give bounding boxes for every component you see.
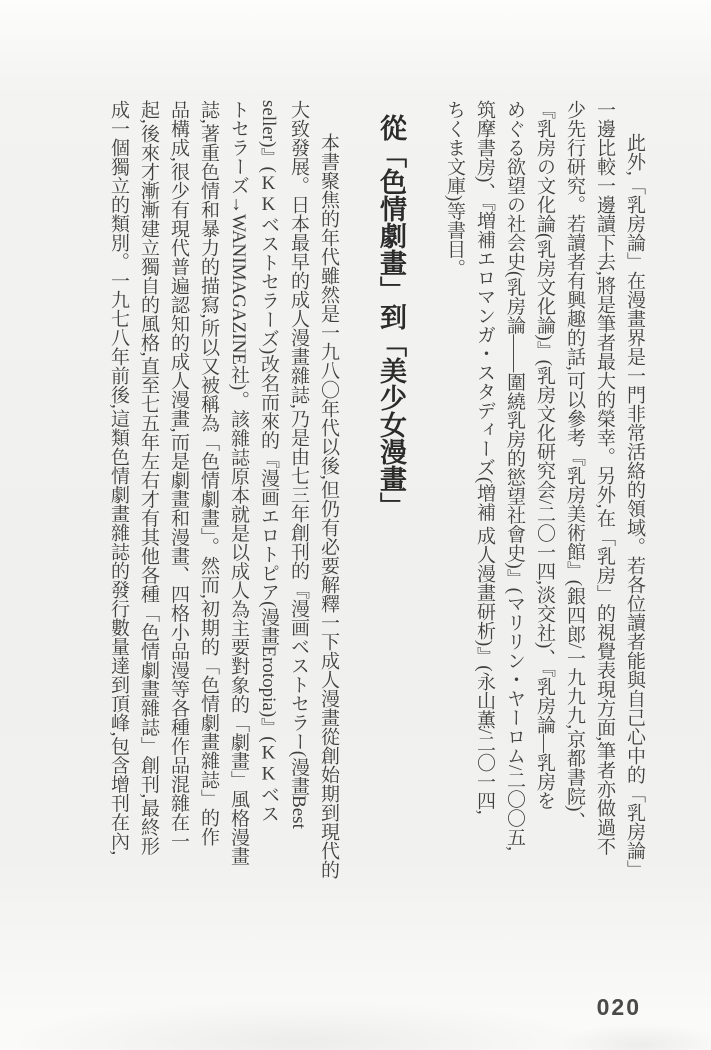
text-run: 本書聚焦的年代雖然是一九八〇年代以後,但仍有必要解釋一下成人漫畫從創始期到現代的 (318, 133, 339, 879)
text-run: seller)』( (258, 100, 279, 173)
text-run: ベストセラーズ)改名而來的『漫画エロトピア(漫畫Erotopia)』( (258, 214, 279, 743)
section-heading: 從「色情劇畫」到「美少女漫畫」 (376, 114, 406, 519)
text-column (619, 100, 649, 902)
page-number: 020 (596, 994, 641, 1020)
text-column (103, 100, 133, 902)
text-run: 『乳房の文化論(乳房文化論)』(乳房文化研究会/二〇一四,淡交社)、『乳房論—乳房を (534, 100, 555, 810)
text-column (193, 100, 223, 902)
text-run: 此外,「乳房論」在漫畫界是一門非常活絡的領域。若各位讀者能與自己心中的「乳房論」 (624, 133, 645, 879)
text-column (469, 100, 499, 902)
upright-latin-run: KK (258, 742, 279, 785)
vertical-text-block (103, 100, 649, 902)
text-column (559, 100, 589, 902)
text-run: 少先行研究。若讀者有興趣的話,可以參考『乳房美術館』(銀四郎/一九九九,京都書院)、 (564, 100, 585, 831)
text-run: めぐる欲望の社会史(乳房論——圍繞乳房的慾望社會史)』(マリリン・ヤーロム/二〇〇五, (504, 100, 525, 852)
text-column (223, 100, 253, 902)
text-column (313, 100, 343, 902)
text-run: ちくま文庫)等書目。 (444, 100, 465, 278)
text-column (589, 100, 619, 902)
text-column (163, 100, 193, 902)
text-run: 品構成,很少有現代普遍認知的成人漫畫,而是劇畫和漫畫、四格小品漫等各種作品混雜在一 (168, 100, 189, 851)
text-run: 筑摩書房)、『増補エロマンガ・スタディーズ(増補 成人漫畫研析)』(永山薫/二〇一四, (474, 100, 495, 815)
upright-latin-run: KK (258, 172, 279, 215)
text-run: 誌,著重色情和暴力的描寫,所以又被稱為「色情劇畫」。然而,初期的「色情劇畫雜誌」的作 (198, 100, 219, 846)
text-column (283, 100, 313, 902)
section-body (103, 100, 343, 902)
text-run: ベス (258, 784, 279, 823)
text-column (499, 100, 529, 902)
text-column (439, 100, 469, 902)
text-run: 一邊比較一邊讀下去,將是筆者最大的榮幸。另外,在「乳房」的視覺表現方面,筆者亦做過不 (594, 100, 615, 856)
section-intro-references (439, 100, 649, 902)
text-run: トセラーズ→WANIMAGAZINE社)。該雜誌原本就是以成人為主要對象的「劇畫」風格漫畫 (228, 100, 249, 866)
text-run: 大致發展。日本最早的成人漫畫雜誌,乃是由七三年創刊的『漫画ベストセラー(漫畫Best (288, 100, 309, 829)
text-column (529, 100, 559, 902)
text-column (133, 100, 163, 902)
text-run: 起,後來才漸漸建立獨自的風格,直至七五年左右才有其他各種「色情劇畫雜誌」創刊,最終形 (138, 100, 159, 856)
text-column (253, 100, 283, 902)
text-run: 成一個獨立的類別。一九七八年前後,這類色情劇畫雜誌的發行數量達到頂峰,包含增刊在內, (108, 100, 129, 856)
